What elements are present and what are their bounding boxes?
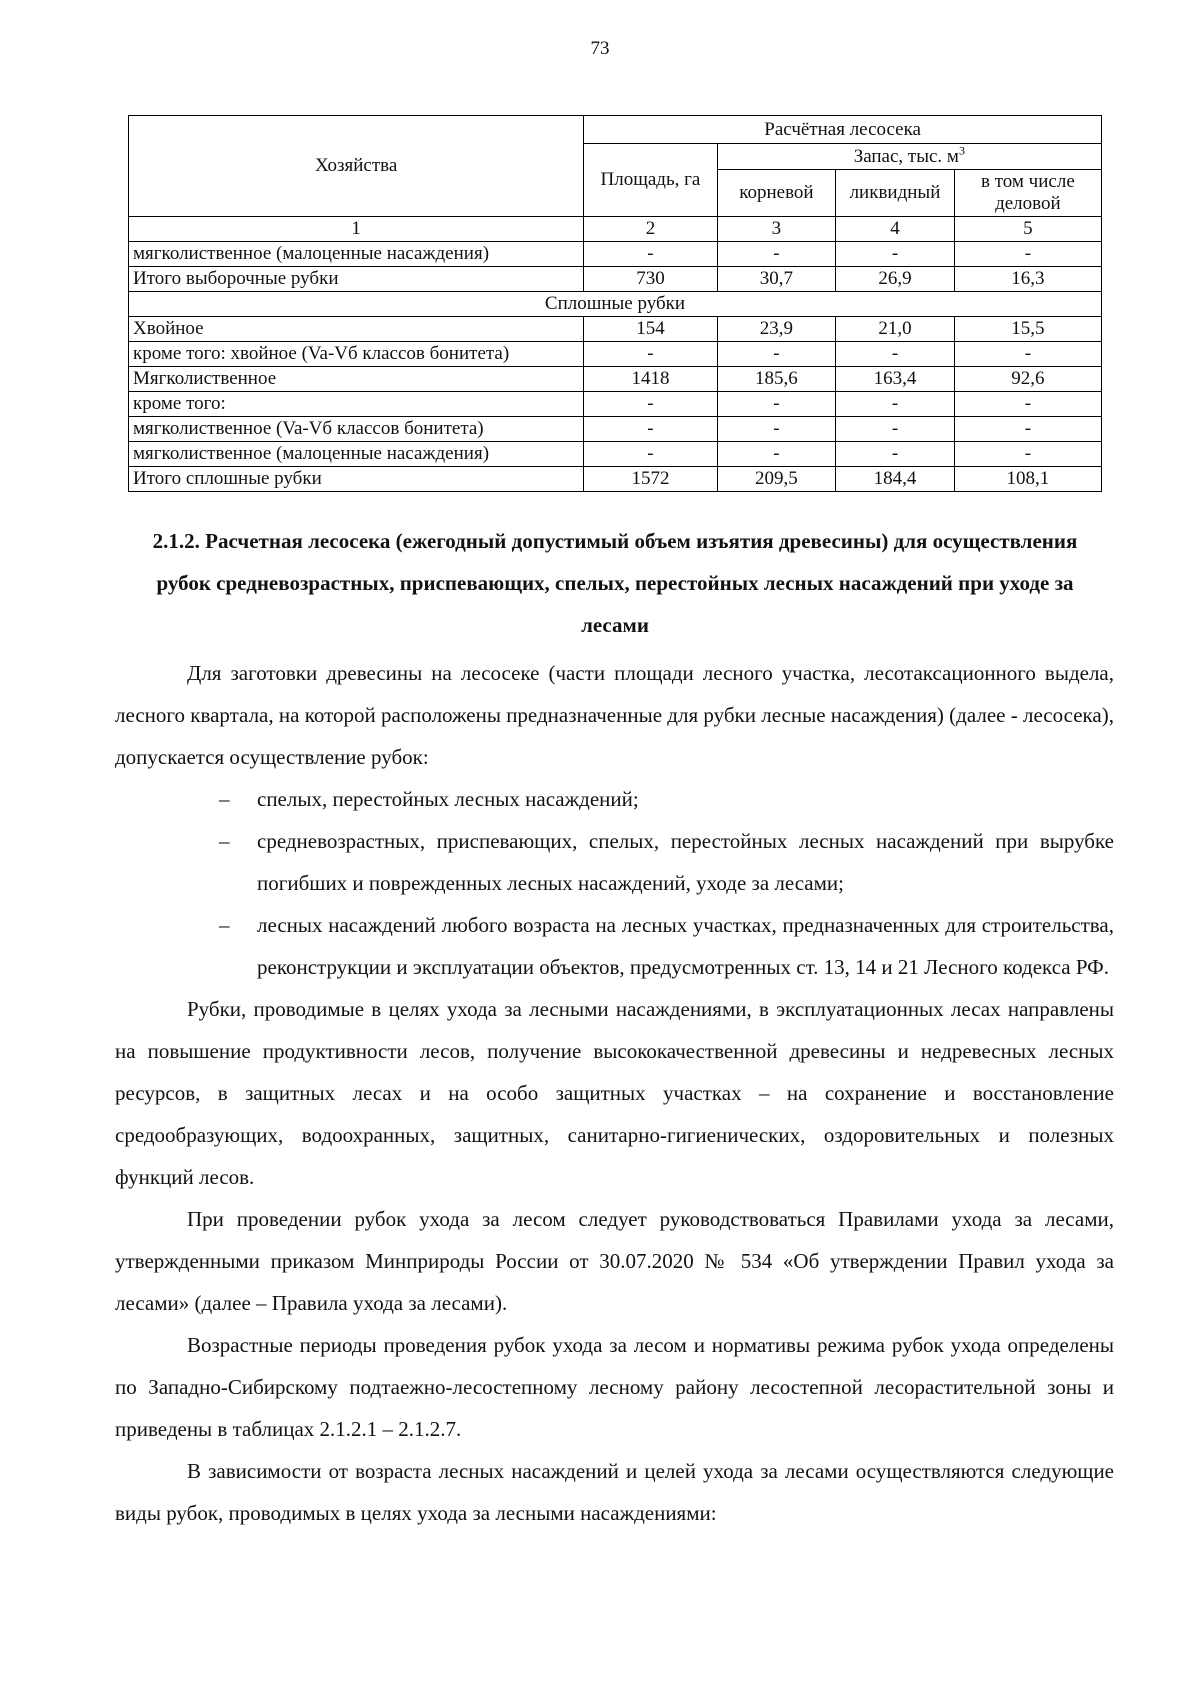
list-item <box>219 778 1114 820</box>
row-label: Итого сплошные рубки <box>129 467 584 492</box>
list-item-text: средневозрастных, приспевающих, спелых, перестойных лесных насаждений при вырубке погибших и поврежденных лесных насаждений, уходе за лесами; <box>257 829 1114 895</box>
table-row <box>129 467 1102 492</box>
row-label: мягколиственное (малоценные насаждения) <box>129 242 584 267</box>
row-value: 30,7 <box>717 267 836 292</box>
row-value: - <box>836 442 955 467</box>
list-item-text: лесных насаждений любого возраста на лесных участках, предназначенных для строительства, реконструкции и эксплуатации объектов, предусмотренных ст. 13, 14 и 21 Лесного кодекса РФ. <box>257 913 1114 979</box>
row-value: - <box>717 417 836 442</box>
paragraph-purpose: Рубки, проводимые в целях ухода за лесными насаждениями, в эксплуатационных лесах направлены на повышение продуктивности лесов, получение высококачественной древесины и недревесных лесных ресурсов, в защитных лесах и на особо защитных участках – на сохранение и восстановление средообразующих, водоохранных, защитных, санитарно-гигиенических, оздоровительных и полезных функций лесов. <box>115 997 1114 1189</box>
row-value: 16,3 <box>954 267 1101 292</box>
header-area: Площадь, га <box>584 144 717 217</box>
row-value: 163,4 <box>836 367 955 392</box>
header-stock <box>717 144 1101 170</box>
dash-marker: – <box>219 829 230 853</box>
table-row <box>129 367 1102 392</box>
row-value: - <box>584 242 717 267</box>
row-label: Мягколиственное <box>129 367 584 392</box>
row-value: - <box>954 442 1101 467</box>
section-row-clear <box>129 292 1102 317</box>
header-liquid: ликвидный <box>836 170 955 217</box>
row-value: - <box>954 342 1101 367</box>
section-clear-label: Сплошные рубки <box>129 292 1102 317</box>
row-value: 26,9 <box>836 267 955 292</box>
row-value: 185,6 <box>717 367 836 392</box>
header-root: корневой <box>717 170 836 217</box>
paragraph-intro: Для заготовки древесины на лесосеке (части площади лесного участка, лесотаксационного выдела, лесного квартала, на которой расположены предназначенные для рубки лесные насаждения) (далее - лесосека), допускается осуществление рубок: <box>115 661 1114 769</box>
row-value: 15,5 <box>954 317 1101 342</box>
row-value: 1418 <box>584 367 717 392</box>
header-calc-cut: Расчётная лесосека <box>584 116 1102 144</box>
row-value: - <box>584 442 717 467</box>
row-value: 23,9 <box>717 317 836 342</box>
row-label: Итого выборочные рубки <box>129 267 584 292</box>
header-farms: Хозяйства <box>129 116 584 217</box>
row-value: 730 <box>584 267 717 292</box>
row-value: - <box>836 342 955 367</box>
column-number: 5 <box>954 217 1101 242</box>
row-value: - <box>584 342 717 367</box>
column-number: 3 <box>717 217 836 242</box>
row-value: 108,1 <box>954 467 1101 492</box>
row-value: - <box>954 392 1101 417</box>
row-value: - <box>717 342 836 367</box>
header-incl-business: в том числе деловой <box>954 170 1101 217</box>
row-value: - <box>954 417 1101 442</box>
allowable-cut-table <box>128 115 1102 492</box>
table-row <box>129 242 1102 267</box>
body-text <box>115 652 1114 1534</box>
column-number: 4 <box>836 217 955 242</box>
row-label: Хвойное <box>129 317 584 342</box>
table-row <box>129 267 1102 292</box>
row-value: 184,4 <box>836 467 955 492</box>
dash-marker: – <box>219 913 230 937</box>
table-row <box>129 392 1102 417</box>
row-value: - <box>717 242 836 267</box>
header-stock-text: Запас, тыс. м <box>853 145 959 167</box>
row-value: 1572 <box>584 467 717 492</box>
row-label: кроме того: <box>129 392 584 417</box>
row-value: 209,5 <box>717 467 836 492</box>
row-value: 21,0 <box>836 317 955 342</box>
list-item-text: спелых, перестойных лесных насаждений; <box>257 787 639 811</box>
table-row <box>129 342 1102 367</box>
section-title: 2.1.2. Расчетная лесосека (ежегодный допустимый объем изъятия древесины) для осуществления рубок средневозрастных, приспевающих, спелых, перестойных лесных насаждений при уходе за лесами <box>152 529 1078 637</box>
column-number: 1 <box>129 217 584 242</box>
paragraph-rules: При проведении рубок ухода за лесом следует руководствоваться Правилами ухода за лесами, утвержденными приказом Минприроды России от 30.07.2020 № 534 «Об утверждении Правил ухода за лесами» (далее – Правила ухода за лесами). <box>115 1207 1114 1315</box>
row-value: - <box>717 392 836 417</box>
row-label: кроме того: хвойное (Va-Vб классов бонитета) <box>129 342 584 367</box>
row-value: - <box>836 417 955 442</box>
list-item <box>219 820 1114 904</box>
dash-marker: – <box>219 787 230 811</box>
column-number-row <box>129 217 1102 242</box>
table-row <box>129 317 1102 342</box>
header-stock-sup: 3 <box>958 143 965 158</box>
row-value: 154 <box>584 317 717 342</box>
page-number: 73 <box>590 38 610 59</box>
row-value: - <box>717 442 836 467</box>
paragraph-periods: Возрастные периоды проведения рубок ухода за лесом и нормативы режима рубок ухода определены по Западно-Сибирскому подтаежно-лесостепному лесному району лесостепной лесорастительной зоны и приведены в таблицах 2.1.2.1 – 2.1.2.7. <box>115 1333 1114 1441</box>
row-value: - <box>584 417 717 442</box>
row-value: - <box>584 392 717 417</box>
row-value: - <box>836 242 955 267</box>
row-value: - <box>836 392 955 417</box>
row-label: мягколиственное (малоценные насаждения) <box>129 442 584 467</box>
row-label: мягколиственное (Va-Vб классов бонитета) <box>129 417 584 442</box>
paragraph-types: В зависимости от возраста лесных насаждений и целей ухода за лесами осуществляются следующие виды рубок, проводимых в целях ухода за лесными насаждениями: <box>115 1459 1114 1525</box>
row-value: 92,6 <box>954 367 1101 392</box>
column-number: 2 <box>584 217 717 242</box>
table-row <box>129 417 1102 442</box>
row-value: - <box>954 242 1101 267</box>
list-item <box>219 904 1114 988</box>
table-row <box>129 442 1102 467</box>
cut-types-list <box>115 778 1114 988</box>
